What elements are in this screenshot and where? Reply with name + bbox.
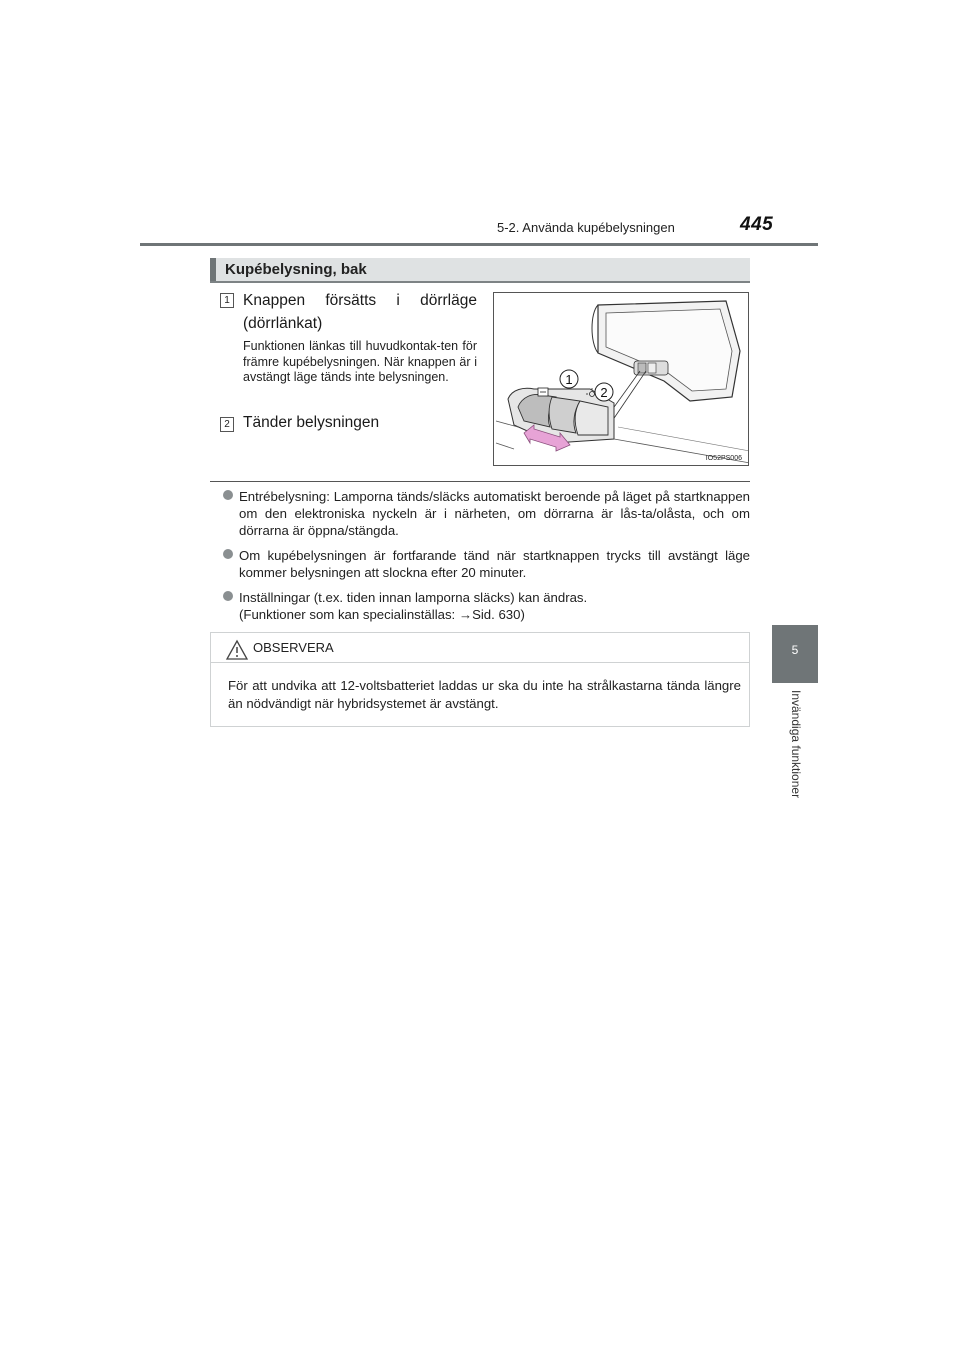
bullet-text (239, 589, 750, 623)
figure-code: IO52PS006 (705, 455, 742, 462)
section-heading (210, 258, 750, 283)
chapter-tab (772, 625, 818, 683)
chapter-number: 5 (791, 643, 799, 657)
section-heading-bar (210, 258, 216, 281)
section-heading-text: Kupébelysning, bak (225, 261, 367, 278)
notice-title: OBSERVERA (253, 640, 334, 655)
item-1-title-cont: (dörrlänkat) (243, 315, 323, 332)
running-header-section: 5-2. Använda kupébelysningen (497, 220, 675, 235)
bullet-settings-prefix: (Funktioner som kan specialinställas: (239, 607, 459, 622)
section-divider (210, 481, 750, 482)
notice-box (210, 632, 750, 727)
page-number: 445 (740, 214, 774, 235)
overhead-light-illustration (494, 293, 749, 466)
item-2-badge: 2 (220, 417, 234, 432)
chapter-title: Invändiga funktioner (789, 690, 803, 799)
notice-header (211, 633, 749, 663)
item-2-title: Tänder belysningen (243, 414, 380, 431)
bullet-auto-off (225, 547, 750, 581)
bullet-dot (223, 591, 233, 601)
bullet-settings-line1: Inställningar (t.ex. tiden innan lamporna släcks) kan ändras. (239, 590, 588, 605)
bullet-dot (223, 549, 233, 559)
callout-1: 1 (565, 372, 573, 387)
bullet-settings (225, 589, 750, 623)
page-reference-link[interactable]: Sid. 630) (472, 607, 525, 622)
notice-text: För att undvika att 12-voltsbatteriet laddas ur ska du inte ha strålkastarna tända längre än nödvändigt när hybridsystemet är avstängt. (228, 678, 741, 711)
overhead-light-figure (493, 292, 749, 466)
chapter-title-vertical (786, 690, 806, 830)
callout-2: 2 (600, 385, 608, 400)
item-1-badge: 1 (220, 293, 234, 308)
bullet-settings-line2 (239, 606, 750, 623)
warning-triangle-icon (225, 639, 249, 661)
item-1-title: Knappen försätts i dörrläge (243, 292, 477, 309)
bullet-dot (223, 490, 233, 500)
header-rule (140, 243, 818, 246)
item-1-description: Funktionen länkas till huvudkontak-ten för främre kupébelysningen. När knappen är i avstängt läge tänds inte belysningen. (243, 339, 477, 384)
bullet-entry-lighting (225, 488, 750, 539)
bullet-text: Entrébelysning: Lamporna tänds/släcks automatiskt beroende på läget på startknappen om den elektroniska nyckeln är i närheten, om dörrarna är lås-ta/olåsta, och om dörrarna är öppna/stängda. (239, 489, 750, 538)
arrow-icon: → (458, 607, 473, 622)
bullet-text: Om kupébelysningen är fortfarande tänd när startknappen trycks till avstängt läge kommer belysningen att slockna efter 20 minuter. (239, 548, 750, 580)
